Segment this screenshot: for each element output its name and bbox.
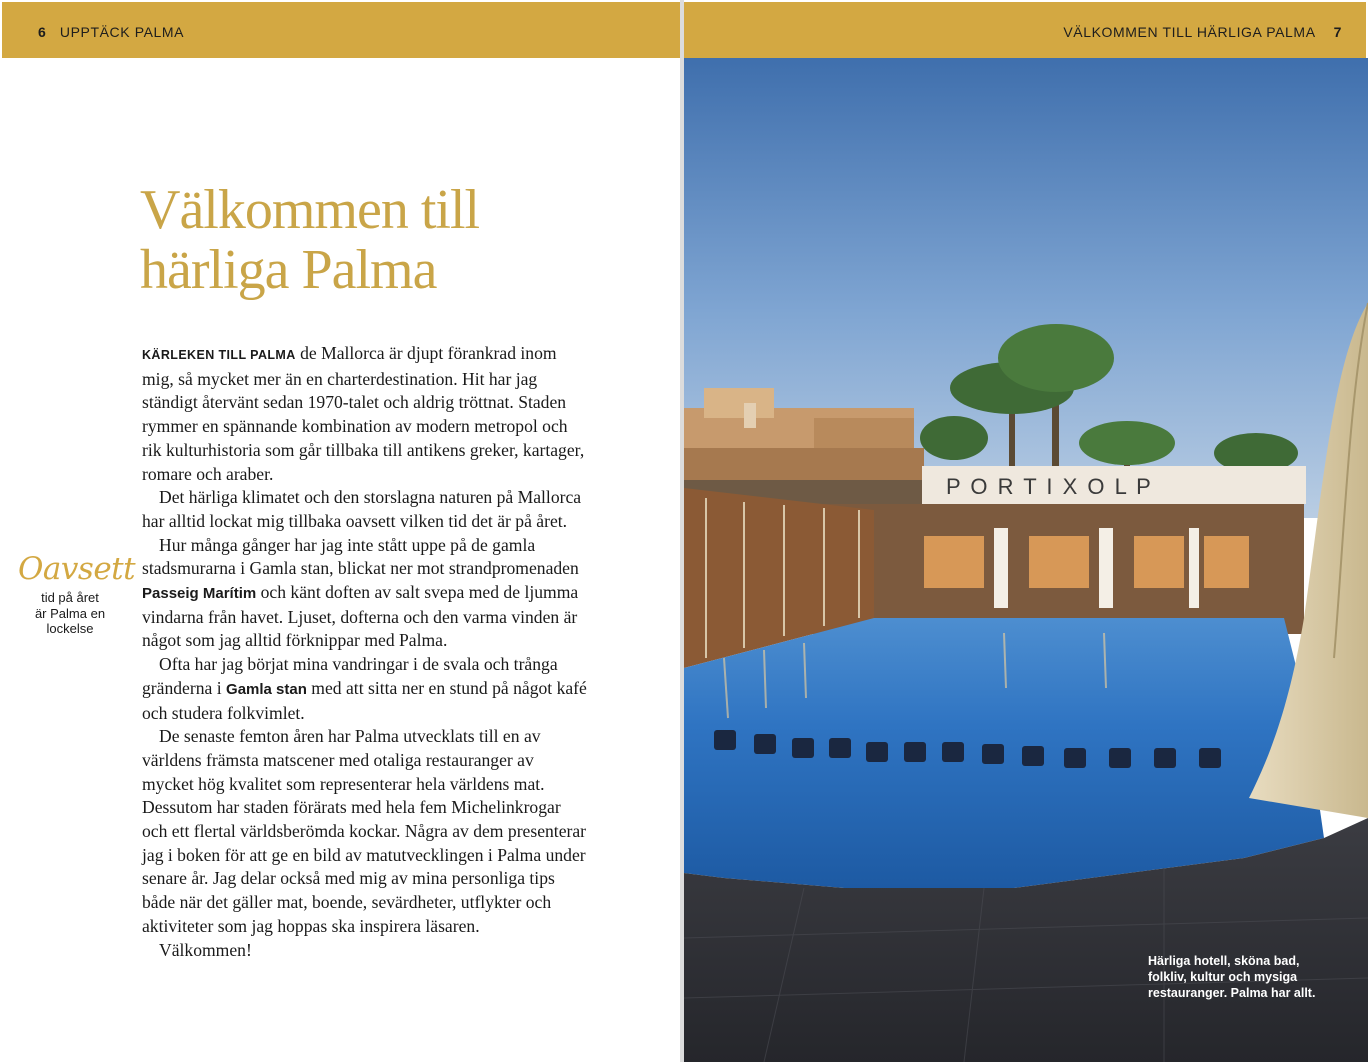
portixol-sign-text: P O R T I X O L P [946, 474, 1153, 499]
running-head-text: VÄLKOMMEN TILL HÄRLIGA PALMA [1063, 24, 1316, 40]
place-name-passeig-maritim: Passeig Marítim [142, 585, 257, 603]
pull-quote-text [18, 590, 122, 637]
place-name-gamla-stan: Gamla stan [226, 680, 307, 698]
paragraph-4-text-a: Ofta har jag börjat mina vandringar i de svala och trånga gränderna i [142, 654, 558, 698]
paragraph-6: Välkommen! [159, 939, 252, 960]
paragraph-3-text-b: och känt doften av salt svepa med de ljumma vindarna från havet. Ljuset, dofterna och den varma vinden är något som jag alltid förknippar med Palma. [142, 582, 579, 651]
caption-line-3: restauranger. Palma har allt. [1148, 986, 1316, 1000]
pull-quote-line-2: är Palma en [34, 605, 106, 621]
pull-quote-script-word: Oavsett [18, 551, 136, 587]
paragraph-5: De senaste femton åren har Palma utvecklats till en av världens främsta matscener med otaliga restauranger av mycket hög kvalitet som representerar hela världens mat. Dessutom har staden förärats med hela fem Michelinkrogar och ett flertal världsberömda kockar. Några av dem presenterar jag i boken för att ge en bild av matutvecklingen i Palma under senare år. Jag delar också med mig av mina personliga tips både när det gäller mat, boende, sevärdheter, utflykter och aktiviteter som jag hoppas ska inspirera läsaren. [142, 726, 587, 936]
page-number: 7 [1333, 24, 1342, 40]
page-title [140, 180, 660, 300]
paragraph-1 [142, 342, 588, 486]
right-page [684, 0, 1368, 1062]
page-number: 6 [38, 24, 47, 40]
paragraph-4 [142, 653, 588, 725]
title-line-1: Välkommen till [140, 179, 480, 241]
running-head-text: UPPTÄCK PALMA [59, 24, 185, 40]
paragraph-1-text: de Mallorca är djupt förankrad inom mig, så mycket mer än en charterdestination. Hit har jag ständigt återvänt sedan 1970-talet och aldrig tröttnat. Staden rymmer en spännande kombination av modern metropol och rik kulturhistoria som går tillbaka till antikens greker, kartager, romare och araber. [142, 343, 585, 484]
title-line-2: härliga Palma [140, 239, 437, 301]
pull-quote-line-1: tid på året [41, 590, 99, 605]
body-text [142, 342, 588, 962]
lead-in-caps: KÄRLEKEN TILL PALMA [142, 348, 296, 362]
photo-caption [1148, 953, 1334, 1001]
caption-line-1: Härliga hotell, sköna bad, [1148, 954, 1300, 968]
hotel-pool-photo [684, 58, 1368, 1062]
paragraph-4-text-b: med att sitta ner en stund på något kafé och studera folkvimlet. [142, 677, 587, 723]
running-head-left [38, 24, 184, 40]
paragraph-3 [142, 534, 588, 654]
caption-line-2: folkliv, kultur och mysiga [1148, 970, 1298, 984]
pull-quote [18, 550, 136, 637]
pull-quote-line-3: lockelse [46, 621, 94, 636]
paragraph-3-text-a: Hur många gånger har jag inte stått uppe på de gamla stadsmurarna i Gamla stan, blickat ner mot strandpromenaden [142, 534, 579, 579]
paragraph-2: Det härliga klimatet och den storslagna naturen på Mallorca har alltid lockat mig tillbaka oavsett vilken tid det är på året. [142, 487, 582, 531]
left-page [0, 0, 680, 1062]
running-head-right [1063, 24, 1342, 40]
